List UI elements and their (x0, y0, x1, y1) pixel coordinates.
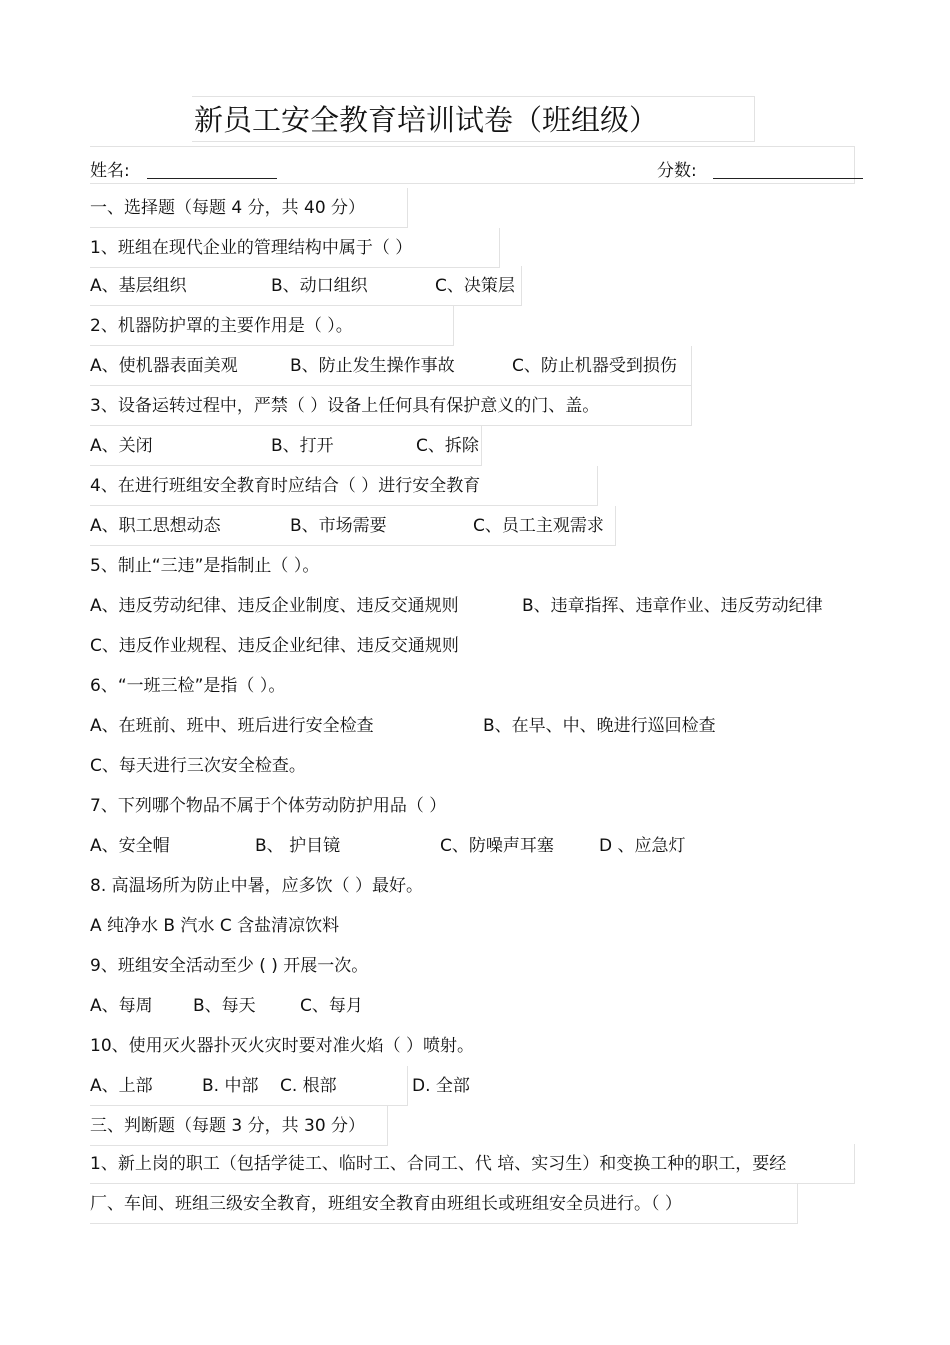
option-text: C、拆除 (416, 436, 479, 456)
option-text: C、防噪声耳塞 (440, 836, 554, 856)
page-title: 新员工安全教育培训试卷（班组级） (192, 96, 755, 142)
option-text: D. 全部 (412, 1076, 470, 1096)
exam-line (90, 1066, 470, 1106)
exam-line (90, 228, 500, 268)
line-text: 一、选择题（每题 4 分，共 40 分） (90, 198, 366, 218)
line-text: A 纯净水 B 汽水 C 含盐清凉饮料 (90, 916, 340, 936)
exam-line (90, 626, 855, 666)
line-text: 8. 高温场所为防止中暑，应多饮（ ）最好。 (90, 876, 424, 896)
exam-line (90, 866, 855, 906)
exam-line (90, 426, 482, 466)
line-text: 7、下列哪个物品不属于个体劳动防护用品（ ） (90, 796, 447, 816)
line-text: 1、班组在现代企业的管理结构中属于（ ） (90, 238, 413, 258)
exam-line (90, 506, 616, 546)
line-text: 4、在进行班组安全教育时应结合（ ）进行安全教育 (90, 476, 481, 496)
exam-line (90, 266, 522, 306)
option-text: A、违反劳动纪律、违反企业制度、违反交通规则 (90, 596, 459, 616)
student-info-row (90, 146, 855, 184)
exam-line (90, 346, 692, 386)
line-text: 2、机器防护罩的主要作用是（ ）。 (90, 316, 353, 336)
option-text: B、每天 (193, 996, 256, 1016)
option-text: B、打开 (271, 436, 334, 456)
option-text: B、违章指挥、违章作业、违反劳动纪律 (522, 596, 823, 616)
option-text: B、防止发生操作事故 (290, 356, 455, 376)
line-text: 6、“一班三检”是指（ ）。 (90, 676, 286, 696)
exam-line (90, 1026, 855, 1066)
option-text: A、在班前、班中、班后进行安全检查 (90, 716, 374, 736)
exam-line (90, 826, 855, 866)
exam-line (90, 1184, 798, 1224)
exam-line (90, 466, 598, 506)
exam-line (90, 946, 855, 986)
option-text: B、动口组织 (271, 276, 368, 296)
option-text: C、防止机器受到损伤 (512, 356, 677, 376)
option-text: B、市场需要 (290, 516, 387, 536)
line-text: C、违反作业规程、违反企业纪律、违反交通规则 (90, 636, 459, 656)
exam-line (90, 666, 855, 706)
option-text: A、安全帽 (90, 836, 170, 856)
option-text: A、每周 (90, 996, 153, 1016)
exam-line (90, 188, 408, 228)
option-text: C、每月 (300, 996, 363, 1016)
score-label: 分数: (657, 161, 697, 181)
exam-line (90, 546, 855, 586)
exam-line (90, 706, 855, 746)
option-text: C. 根部 (280, 1076, 337, 1096)
line-text: 1、新上岗的职工（包括学徒工、临时工、合同工、代 培、实习生）和变换工种的职工，要经 (90, 1154, 787, 1174)
line-text: 9、班组安全活动至少 ( ) 开展一次。 (90, 956, 369, 976)
exam-line (90, 986, 855, 1026)
exam-line (90, 1144, 855, 1184)
option-text: A、基层组织 (90, 276, 187, 296)
option-text: A、关闭 (90, 436, 153, 456)
exam-line (90, 386, 692, 426)
option-text: B、 护目镜 (255, 836, 341, 856)
name-blank[interactable] (147, 178, 277, 179)
line-text: 10、使用灭火器扑灭火灾时要对准火焰（ ）喷射。 (90, 1036, 475, 1056)
name-label: 姓名: (90, 161, 130, 181)
exam-line (90, 586, 855, 626)
score-blank[interactable] (713, 178, 863, 179)
option-text: B. 中部 (202, 1076, 259, 1096)
exam-line (90, 906, 855, 946)
line-text: 3、设备运转过程中，严禁（ ）设备上任何具有保护意义的门、盖。 (90, 396, 600, 416)
line-text: C、每天进行三次安全检查。 (90, 756, 306, 776)
exam-line (90, 306, 454, 346)
exam-line (90, 786, 855, 826)
option-text: A、职工思想动态 (90, 516, 221, 536)
line-text: 三、判断题（每题 3 分，共 30 分） (90, 1116, 366, 1136)
line-text: 厂、车间、班组三级安全教育，班组安全教育由班组长或班组安全员进行。（ ） (90, 1194, 682, 1214)
option-text: A、使机器表面美观 (90, 356, 238, 376)
option-text: B、在早、中、晚进行巡回检查 (483, 716, 716, 736)
option-text: D 、应急灯 (599, 836, 686, 856)
option-text: C、决策层 (435, 276, 515, 296)
option-text: A、上部 (90, 1076, 153, 1096)
option-text: C、员工主观需求 (473, 516, 604, 536)
exam-line (90, 746, 855, 786)
line-text: 5、制止“三违”是指制止（ ）。 (90, 556, 320, 576)
exam-line (90, 1106, 388, 1146)
